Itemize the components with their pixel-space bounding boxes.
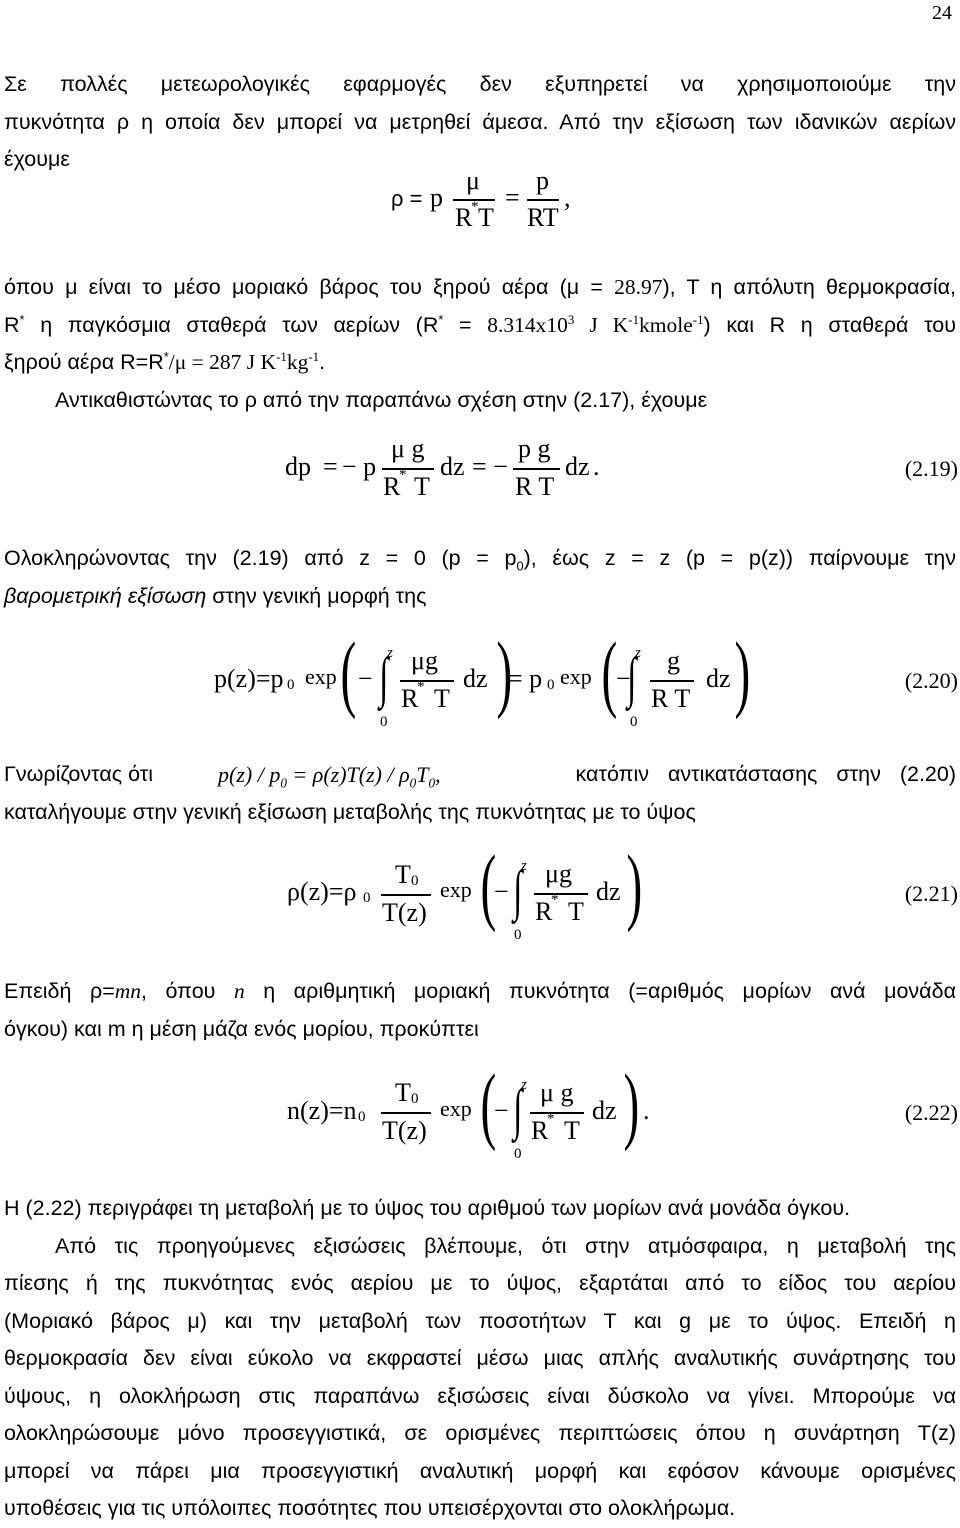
equation-number: (2.21) [904,881,958,906]
equation-number: (2.22) [904,1100,958,1125]
text-line: βαρομετρική εξίσωση στην γενική μορφή της [4,583,427,608]
eq-rstar: R [455,203,473,232]
paragraph-density [4,756,956,831]
paragraph-intro [4,66,956,179]
text-line: Γνωρίζοντας ότι $p(z) / p_0 = \rho(z)T(z) / \rho_0T_0$, κατόπιν αντικατάστασης στην (2.20) [4,762,956,791]
text-line: R* η παγκόσμια σταθερά των αερίων ($R^* = 8.314x10^3$ J $K^{-1}kmole^{-1}$) και R η σταθερά του [4,311,957,337]
paren-right: ) [496,624,513,720]
text-line: όγκου) και m η μέση μάζα ενός μορίου, προκύπτει [4,1016,479,1041]
integral-sign: ∫ [513,1079,523,1141]
text-line: ξηρού αέρα R=R*/μ = 287 J $K^{-1}kg^{-1}$. [4,348,326,374]
eq-p2: p [536,166,549,195]
paren-left: ( [480,1056,497,1152]
text-line: Από τις προηγούμενες εξισώσεις βλέπουμε, ότι στην ατμόσφαιρα, η μεταβολή της [55,1233,956,1258]
paren-right: ) [626,837,643,933]
fraction-bar [527,199,559,201]
fraction-bar [381,894,431,896]
integral-sign: ∫ [379,647,389,709]
paren-left: ( [340,624,357,720]
fraction-bar [381,1112,431,1114]
text-line: πυκνότητα ρ η οποία δεν μπορεί να μετρηθεί άμεσα. Από την εξίσωση των ιδανικών αερίων [4,109,956,134]
text-line: έχουμε [4,147,70,171]
text-line: Ολοκληρώνοντας την (2.19) από z = 0 $(p = p_0)$, έως z = z (p = p(z)) παίρνουμε την [4,546,956,574]
eq-star: * [471,199,479,215]
paren-right: ) [734,624,751,720]
eq-t: T [478,203,494,232]
text-line: ολοκληρώσουμε μόνο προσεγγιστικά, σε ορισμένες περιπτώσεις όπου η συνάρτηση T(z) [4,1421,956,1445]
eq-rt: RT [527,203,559,232]
text-line: (Μοριακό βάρος μ) και την μεταβολή των ποσοτήτων Τ και g με το ύψος. Επειδή η [4,1308,956,1333]
eq-comma: , [564,183,571,212]
text-line: Η (2.22) περιγράφει τη μεταβολή με το ύψος του αριθμού των μορίων ανά μονάδα όγκου. [4,1196,851,1220]
paragraph-number-density [4,973,956,1048]
fraction-bar [534,893,588,895]
eq-mu: μ [466,166,480,195]
page-number: 24 [932,2,952,24]
text-line: θερμοκρασία δεν είναι εύκολο να εκφραστεί μέσω μιας απλής αναλυτικής συνάρτησης του [4,1346,956,1370]
fraction-bar [650,680,694,682]
paragraph-conclusion [4,1190,956,1528]
fraction-bar [400,680,454,682]
text-line: Σε πολλές μετεωρολογικές εφαρμογές δεν εξυπηρετεί να χρησιμοποιούμε την [4,72,956,96]
fraction-bar [530,1112,584,1114]
text-line: υποθέσεις για τις υπόλοιπες ποσότητες που υπεισέρχονται στο ολοκλήρωμα. [4,1496,736,1520]
text-line: Επειδή ρ=mn, όπου n η αριθμητική μοριακή πυκνότητα (=αριθμός μορίων ανά μονάδα [4,979,956,1003]
equation-number: (2.20) [904,668,958,693]
fraction-bar [513,468,560,470]
paren-left: ( [601,624,618,720]
paren-right: ) [623,1056,640,1152]
text-line: ύψους, η ολοκλήρωση στις παραπάνω εξισώσεις είναι δύσκολο να γίνει. Μπορούμε να [4,1383,956,1408]
integral-sign: ∫ [513,860,523,922]
text-line: μπορεί να πάρει μια προσεγγιστική αναλυτική μορφή και εφόσον κάνουμε ορισμένες [4,1458,956,1483]
eq-lhs: ρ = [391,186,423,211]
eq-p: p [430,183,443,212]
paragraph-integration [4,540,956,615]
paragraph-definitions [4,269,956,419]
text-line: όπου μ είναι το μέσο μοριακό βάρος του ξηρού αέρα (μ = 28.97), Τ η απόλυτη θερμοκρασία, [4,275,956,299]
equation-number: (2.19) [904,456,958,481]
eq-equals: = [505,183,520,212]
fraction-bar [382,468,434,470]
text-line: Αντικαθιστώντας το ρ από την παραπάνω σχέση στην (2.17), έχουμε [55,387,708,412]
text-line: πίεσης ή της πυκνότητας ενός αερίου με το ύψος, εξαρτάται από το είδος του αερίου [4,1271,956,1295]
integral-sign: ∫ [627,647,637,709]
paren-left: ( [480,837,497,933]
text-line: καταλήγουμε στην γενική εξίσωση μεταβολής της πυκνότητας με το ύψος [4,799,696,824]
